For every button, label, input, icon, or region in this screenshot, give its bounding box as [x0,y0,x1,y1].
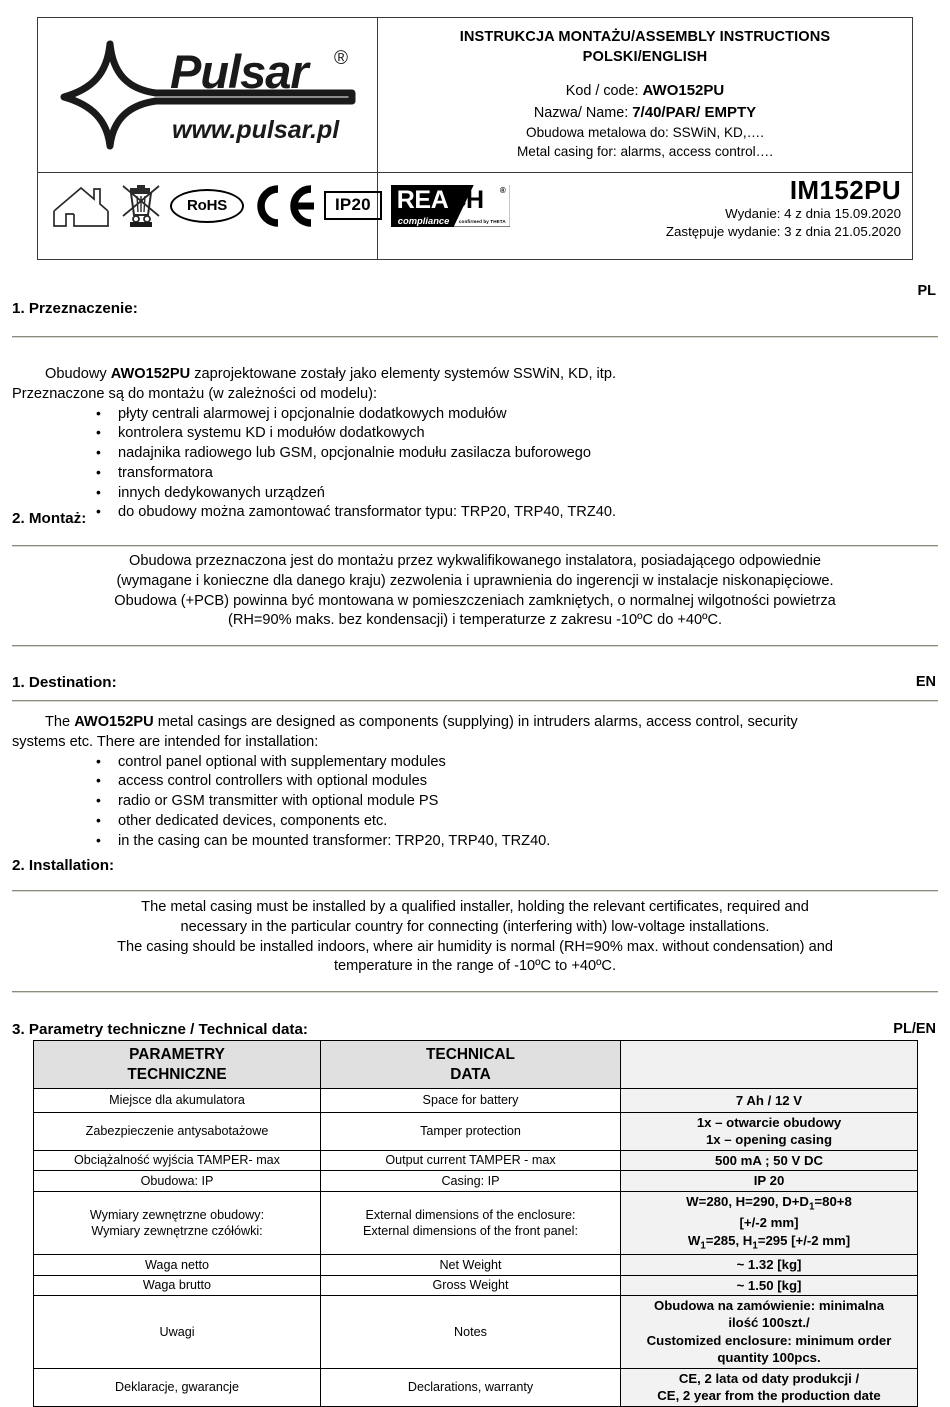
row-value: 7 Ah / 12 V [621,1089,918,1113]
divider-pl-2 [12,545,938,548]
row-param-en: Net Weight [321,1255,621,1275]
pl-section2-heading: 2. Montaż: [12,510,87,527]
code-value: AWO152PU [642,82,725,100]
list-item: • do obudowy można zamontować transformator typu: TRP20, TRP40, TRZ40. [118,503,938,523]
row-value [621,1296,918,1369]
certification-icons-cell [38,173,506,259]
logo-cell [38,18,378,172]
row-param-pl: Miejsce dla akumulatora [34,1089,321,1113]
en-s2-line: necessary in the particular country for connecting (interfering with) low-voltage installations. [180,918,770,935]
document-edition: Wydanie: 4 z dnia 15.09.2020 [725,206,901,222]
language-tag-pl: PL [917,283,936,299]
product-desc-en: Metal casing for: alarms, access control…. [516,144,774,160]
pl-s1-bullet-list [12,405,938,524]
language-tag-en: EN [915,674,936,690]
svg-text:www.pulsar.pl: www.pulsar.pl [172,116,340,144]
row-param-pl: Deklaracje, gwarancje [34,1368,321,1406]
ip-label: IP20 [335,195,371,214]
row-value-line: 1x – opening casing [705,1132,833,1148]
row-param-en: Notes [321,1296,621,1369]
en-s2-line: The metal casing must be installed by a qualified installer, holding the relevant certificates, required and [141,899,809,915]
column-header-technical-data [321,1041,621,1089]
row-param-pl: Waga brutto [34,1275,321,1295]
en-s1-bullet-list [12,753,938,852]
list-item: • kontrolera systemu KD i modułów dodatkowych [118,424,938,444]
row-param-en-line: External dimensions of the front panel: [363,1223,578,1238]
pl-s2-line: (wymagane i konieczne dla danego kraju) zezwolenia i uprawnienia do ingerencji w instalacje niskonapięciowe. [116,572,834,589]
row-param-pl: Waga netto [34,1255,321,1275]
row-param-en: Declarations, warranty [321,1368,621,1406]
pl-s2-line: Obudowa przeznaczona jest do montażu przez wykwalifikowanego instalatora, posiadającego odpowiednie [129,553,821,569]
list-item: • nadajnika radiowego lub GSM, opcjonalnie modułu zasilacza buforowego [118,444,938,464]
table-row [34,1368,918,1406]
list-item: • płyty centrali alarmowej i opcjonalnie dodatkowych modułów [118,405,938,425]
row-value-line: CE, 2 lata od daty produkcji / [678,1370,860,1386]
reach-sublabel: compliance [397,214,450,226]
name-label: Nazwa/ Name: [533,104,629,121]
en-s1-p1-post: metal casings are designed as components (supplying) in intruders alarms, access control, security [153,714,798,730]
row-param-en: Output current TAMPER - max [321,1150,621,1170]
list-item: • control panel optional with supplementary modules [118,753,938,773]
table-row [34,1113,918,1151]
divider-en-1 [12,700,938,703]
en-section2-heading: 2. Installation: [12,857,115,874]
row-value: ~ 1.50 [kg] [621,1275,918,1295]
pulsar-logo-svg [52,40,364,150]
pl-s2-line: (RH=90% maks. bez kondensacji) i temperaturze z zakresu -10ºC do +40ºC. [227,612,723,629]
ip20-icon [324,191,382,220]
table-row [34,1089,918,1113]
pl-section1-body [12,365,938,523]
header-bottom-row [38,173,912,259]
table-row [34,1171,918,1191]
header-top-row [38,18,912,173]
row-param-en: Gross Weight [321,1275,621,1295]
ce-mark-icon [253,185,315,227]
row-param-pl-line: Wymiary zewnętrzne obudowy: [89,1207,265,1222]
pl-section2-body [12,552,938,631]
table-row [34,1191,918,1254]
en-s1-paragraph1 [12,713,938,733]
divider-en-3 [12,991,938,994]
pl-s1-p1-post: zaprojektowane zostały jako elementy systemów SSWiN, KD, itp. [190,366,617,382]
table-row [34,1275,918,1295]
instruction-title-line1: INSTRUKCJA MONTAŻU/ASSEMBLY INSTRUCTIONS [459,29,831,45]
list-item: • in the casing can be mounted transformer: TRP20, TRP40, TRZ40. [118,832,938,852]
instruction-title-line2: POLSKI/ENGLISH [582,49,708,66]
product-name-line [378,102,912,123]
technical-data-title: 3. Parametry techniczne / Technical data: [12,1021,308,1038]
language-tag-plen: PL/EN [893,1021,936,1037]
table-header-row [34,1041,918,1089]
reach-confirmed-label: confirmed by THETA [458,218,506,224]
list-item: • radio or GSM transmitter with optional module PS [118,792,938,812]
en-section1-body [12,713,938,851]
column-header-parameters [34,1041,321,1089]
row-value: ~ 1.32 [kg] [621,1255,918,1275]
en-s2-line: The casing should be installed indoors, where air humidity is normal (RH=90% max. without condensation) and [117,938,833,955]
divider-en-2 [12,890,938,893]
column-header-technical-line2: DATA [450,1065,491,1083]
document-replaces: Zastępuje wydanie: 3 z dnia 21.05.2020 [665,224,901,240]
table-body [34,1089,918,1407]
document-header [37,17,913,260]
list-item: • transformatora [118,464,938,484]
product-code-line [378,80,912,101]
row-value: IP 20 [621,1171,918,1191]
pl-s1-p1-bold: AWO152PU [110,366,191,382]
rohs-label: RoHS [186,197,228,214]
weee-crossed-bin-icon [121,183,161,228]
rohs-icon [170,189,244,223]
row-value-line: Obudowa na zamówienie: minimalna [653,1298,885,1314]
indoor-house-icon [50,183,112,228]
row-param-pl [34,1191,321,1254]
row-param-en: Casing: IP [321,1171,621,1191]
list-item: • other dedicated devices, components etc. [118,812,938,832]
table-row [34,1255,918,1275]
document-code: IM152PU [789,175,901,205]
reach-label-ch: CH [448,185,484,214]
en-s1-paragraph2: systems etc. There are intended for installation: [12,733,319,750]
column-header-technical-line1: TECHNICAL [426,1045,515,1063]
reach-icon [391,185,510,227]
pl-s1-p1-pre: Obudowy [45,366,111,382]
row-value: 500 mA ; 50 V DC [621,1150,918,1170]
name-value: 7/40/PAR/ EMPTY [632,103,757,121]
row-value-line: ilość 100szt./ [728,1315,810,1331]
table-row [34,1296,918,1369]
row-value-line: Customized enclosure: minimum order [646,1332,892,1348]
header-title-cell [378,18,912,172]
product-desc-pl: Obudowa metalowa do: SSWiN, KD,…. [526,125,764,141]
reach-wordmark [397,186,484,215]
pl-s1-paragraph2: Przeznaczone są do montażu (w zależności od modelu): [12,385,378,402]
row-param-en: Tamper protection [321,1113,621,1151]
row-value-line: CE, 2 year from the production date [657,1388,881,1404]
row-param-pl: Obudowa: IP [34,1171,321,1191]
en-s2-line: temperature in the range of -10ºC to +40ºC. [333,958,617,975]
technical-data-table [33,1040,918,1407]
column-header-parameters-line2: TECHNICZNE [127,1065,227,1083]
row-value-line: quantity 100pcs. [717,1350,821,1366]
reach-label-rea: REA [396,185,449,214]
code-label: Kod / code: [565,83,639,100]
en-section2-body [12,898,938,977]
pl-s1-paragraph1 [12,365,938,385]
row-value [621,1113,918,1151]
row-value: W=280, H=290, $D+D_1=80+8$ [+/-2 mm] $W_1=285$, $H_1=295$ [+/-2 mm] [621,1191,918,1254]
row-param-pl: Obciążalność wyjścia TAMPER- max [34,1150,321,1170]
row-param-en [321,1191,621,1254]
column-header-parameters-line1: PARAMETRY [129,1045,225,1063]
pl-s2-line: Obudowa (+PCB) powinna być montowana w pomieszczeniach zamkniętych, o normalnej wilgotności powietrza [114,592,836,609]
column-header-values [621,1041,918,1089]
en-s1-p1-bold: AWO152PU [74,714,154,730]
row-param-en: Space for battery [321,1089,621,1113]
pulsar-logo [52,40,364,150]
table-row [34,1150,918,1170]
row-value-line: 1x – otwarcie obudowy [696,1115,842,1130]
list-item: • innych dedykowanych urządzeń [118,484,938,504]
row-param-pl: Uwagi [34,1296,321,1369]
reach-registered-mark: ® [499,185,506,195]
row-param-pl: Zabezpieczenie antysabotażowe [34,1113,321,1151]
list-item: • access control controllers with optional modules [118,772,938,792]
row-value [621,1368,918,1406]
divider-pl-1 [12,336,938,339]
svg-text:®: ® [334,48,348,69]
en-s1-p1-pre: The [45,714,75,730]
divider-pl-3 [12,645,938,648]
en-section1-heading: 1. Destination: [12,674,117,691]
svg-text:Pulsar: Pulsar [170,45,308,98]
pl-section1-heading: 1. Przeznaczenie: [12,300,138,317]
certification-icons [50,183,510,228]
row-param-pl-line: Wymiary zewnętrzne czółówki: [91,1223,263,1238]
row-param-en-line: External dimensions of the enclosure: [365,1207,576,1222]
